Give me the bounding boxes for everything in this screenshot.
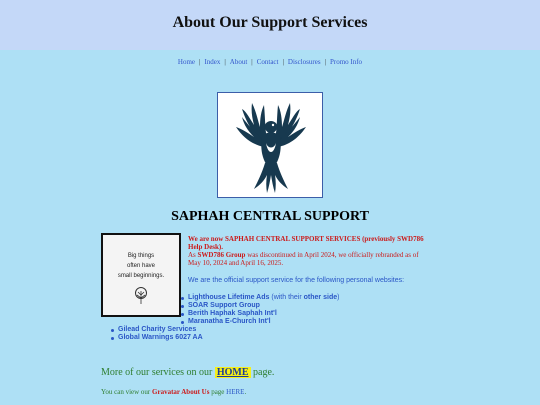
gravatar-end: . [244,388,247,396]
home-link[interactable]: HOME [216,367,249,378]
site-link-lighthouse[interactable]: Lighthouse Lifetime Ads [188,294,270,301]
list-item [110,326,339,334]
top-nav [0,58,540,66]
nav-index[interactable]: Index [204,58,221,66]
notice-headline: We are now SAPHAH CENTRAL SUPPORT SERVICES (previously SWD786 Help Desk). [188,235,424,251]
more-suffix: page. [250,367,275,378]
notice-group: SWD786 Group [197,251,246,259]
page-title: About Our Support Services [172,14,368,31]
section-heading: SAPHAH CENTRAL SUPPORT [171,209,369,224]
site-note: (with their [269,294,304,301]
site-link-berith[interactable]: Berith Haphak Saphah Int'l [188,310,277,317]
quote-text [103,251,179,281]
list-item [180,294,339,302]
site-link-global-warnings[interactable]: Global Warnings 6027 AA [118,334,203,341]
quote-line: small beginnings. [117,273,165,279]
gravatar-text [101,388,246,396]
site-link-soar[interactable]: SOAR Support Group [188,302,260,309]
list-item [110,334,339,342]
site-list [0,294,339,342]
more-services-text [101,367,274,378]
site-link-gilead[interactable]: Gilead Charity Services [118,326,197,333]
list-item [180,302,339,310]
quote-line: often have [126,263,156,269]
gravatar-middle: page [209,388,227,396]
eagle-icon [226,97,316,195]
notice-rest: was discontinued in April 2024, we officially rebranded as of May 10, 2024 and April 16, 2025. [188,251,419,267]
logo-image [217,92,323,198]
nav-home[interactable]: Home [177,58,196,66]
nav-separator: | [282,58,284,66]
nav-separator: | [324,58,326,66]
nav-separator: | [251,58,253,66]
gravatar-link[interactable]: Gravatar About Us [152,388,210,396]
here-link[interactable]: HERE [226,388,245,396]
notice-as: As [188,251,198,259]
site-note-close: ) [337,294,340,301]
list-item [180,318,339,326]
list-item [180,310,339,318]
nav-contact[interactable]: Contact [256,58,279,66]
nav-separator: | [224,58,226,66]
site-link-maranatha[interactable]: Maranatha E-Church Int'l [188,318,271,325]
rebrand-notice [188,235,428,267]
gravatar-prefix: You can view our [101,388,153,396]
site-link-other-side[interactable]: other side [303,294,338,301]
nav-promo-info[interactable]: Promo Info [329,58,363,66]
more-prefix: More of our services on our [101,367,215,378]
nav-about[interactable]: About [229,58,248,66]
nav-disclosures[interactable]: Disclosures [287,58,321,66]
nav-separator: | [199,58,201,66]
quote-line: Big things [127,253,155,259]
official-text: We are the official support service for the following personal websites: [188,277,405,284]
header-bar [0,0,540,50]
